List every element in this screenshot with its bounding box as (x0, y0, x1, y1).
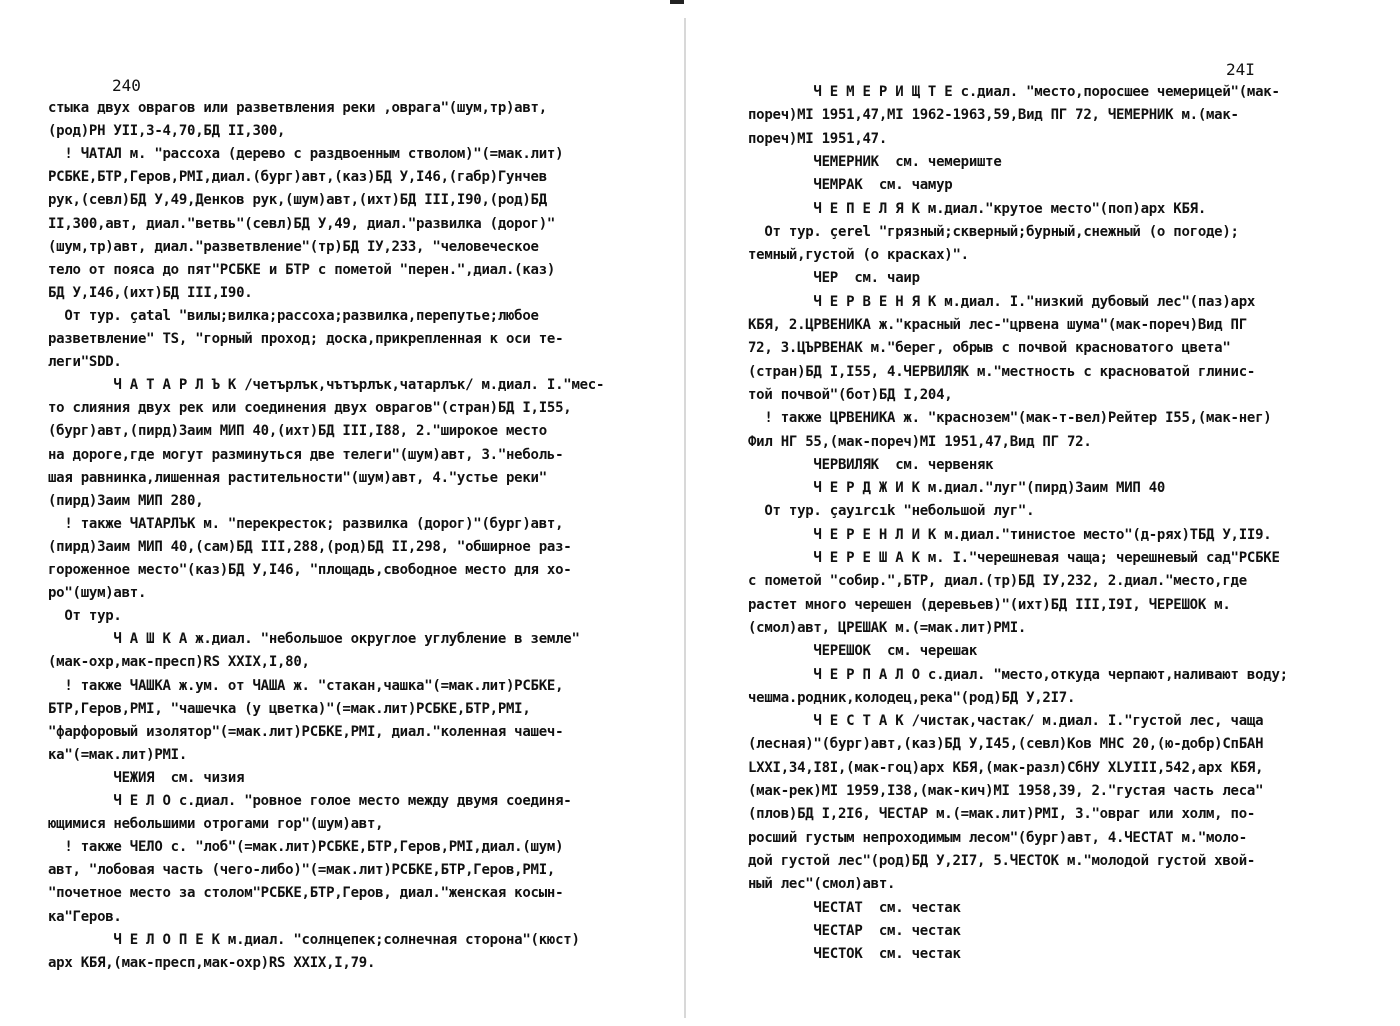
text-line: От тур. çerel "грязный;скверный;бурный,снежный (о погоде); (748, 223, 1239, 240)
text-line: Ч А Т А Р Л Ъ К /четърлък,чътърлък,чатарлък/ м.диал. I."мес- (48, 377, 605, 394)
text-line: Ч Е Л О П Е К м.диал. "солнцепек;солнечная сторона"(кюст) (48, 931, 580, 948)
text-line: (плов)БД I,2I6, ЧЕСТАР м.(=мак.лит)РМI, 3."овраг или холм, по- (748, 806, 1256, 823)
text-line: леги"SDD. (48, 354, 122, 371)
text-line: той почвой"(бот)БД I,204, (748, 386, 953, 403)
text-line: ЧЕЖИЯ см. чизия (48, 769, 245, 786)
text-line: (мак-охр,мак-пресп)RS XXIX,I,80, (48, 654, 310, 671)
text-line: ! ЧАТАЛ м. "рассоха (дерево с раздвоенным стволом)"(=мак.лит) (48, 146, 564, 163)
text-line: ро"(шум)авт. (48, 585, 147, 602)
text-line: Ч Е Р Д Ж И К м.диал."луг"(пирд)Заим МИП 40 (748, 480, 1166, 497)
text-line: Фил НГ 55,(мак-пореч)МI 1951,47,Вид ПГ 72. (748, 433, 1092, 450)
text-line: (пирд)Заим МИП 40,(сам)БД III,288,(род)БД II,298, "обширное раз- (48, 538, 572, 555)
text-line: Ч Е Р В Е Н Я К м.диал. I."низкий дубовый лес"(паз)арх (748, 293, 1256, 310)
text-line: пореч)МI 1951,47,МI 1962-1963,59,Вид ПГ 72, ЧЕМЕРНИК м.(мак- (748, 107, 1239, 124)
text-line: ЧЕСТАТ см. честак (748, 899, 961, 916)
text-line: БТР,Геров,РМI, "чашечка (у цветка)"(=мак.лит)РСБКЕ,БТР,РМI, (48, 700, 531, 717)
text-line: арх КБЯ,(мак-пресп,мак-охр)RS XXIX,I,79. (48, 954, 376, 971)
text-line: Ч Е П Е Л Я К м.диал."крутое место"(поп)арх КБЯ. (748, 200, 1207, 217)
text-line: ЧЕМРАК см. чамур (748, 177, 953, 194)
text-line: (шум,тр)авт, диал."разветвление"(тр)БД IУ,233, "человеческое (48, 238, 539, 255)
text-line: Ч А Ш К А ж.диал. "небольшое округлое углубление в земле" (48, 631, 580, 648)
text-line: Ч Е М Е Р И Щ Т Е с.диал. "место,поросшее чемерицей"(мак- (748, 84, 1280, 100)
text-line: Ч Е Р Е Н Л И К м.диал."тинистое место"(д-рях)ТБД У,II9. (748, 526, 1272, 543)
text-line: "почетное место за столом"РСБКЕ,БТР,Геров, диал."женская косын- (48, 885, 564, 902)
text-line: Ч Е Л О с.диал. "ровное голое место между двумя соединя- (48, 793, 572, 809)
text-line: ка"Геров. (48, 908, 122, 925)
text-line: ! также ЧАТАРЛЪК м. "перекресток; развилка (дорог)"(бург)авт, (48, 515, 564, 532)
text-line: От тур. çatal "вилы;вилка;рассоха;развилка,перепутье;любое (48, 307, 539, 324)
text-line: 72, 3.ЦЪРВЕНАК м."берег, обрыв с почвой красноватого цвета" (748, 340, 1231, 357)
text-line: ка"(=мак.лит)РМI. (48, 746, 188, 763)
text-line: ЧЕРЕШОК см. черешак (748, 643, 978, 660)
text-line: на дороге,где могут разминуться две телеги"(шум)авт, 3."неболь- (48, 446, 564, 463)
text-line: (смол)авт, ЦРЕШАК м.(=мак.лит)РМI. (748, 619, 1027, 636)
text-line: От тур. çayırcık "небольшой луг". (748, 503, 1035, 520)
text-line: (стран)БД I,I55, 4.ЧЕРВИЛЯК м."местность с красноватой глинис- (748, 363, 1256, 380)
text-line: (мак-рек)МI 1959,I38,(мак-кич)МI 1958,39, 2."густая часть леса" (748, 783, 1264, 799)
text-line: росший густым непроходимым лесом"(бург)авт, 4.ЧЕСТАТ м."моло- (748, 829, 1247, 846)
page-number: 24I (1226, 60, 1255, 79)
text-line: LXXI,34,I8I,(мак-гоц)арх КБЯ,(мак-разл)СбНУ XLУIII,542,арх КБЯ, (748, 759, 1264, 776)
text-line: ЧЕСТАР см. честак (748, 922, 961, 939)
text-line: "фарфоровый изолятор"(=мак.лит)РСБКЕ,РМI, диал."коленная чашеч- (48, 723, 564, 740)
text-line: стыка двух оврагов или разветвления реки ,оврага"(шум,тр)авт, (48, 100, 547, 116)
text-line: ЧЕР см. чаир (748, 270, 920, 287)
text-line: с пометой "собир.",БТР, диал.(тр)БД IУ,232, 2.диал."место,где (748, 573, 1247, 590)
text-line: ющимися небольшими отрогами гор"(шум)авт, (48, 816, 384, 833)
text-line: то слияния двух рек или соединения двух оврагов"(стран)БД I,I55, (48, 400, 572, 417)
text-line: ! также ЦРВЕНИКА ж. "краснозем"(мак-т-вел)Рейтер I55,(мак-нег) (748, 410, 1272, 427)
text-line: ! также ЧАШКА ж.ум. от ЧАША ж. "стакан,чашка"(=мак.лит)РСБКЕ, (48, 677, 564, 694)
text-line: РСБКЕ,БТР,Геров,РМI,диал.(бург)авт,(каз)БД У,I46,(габр)Гунчев (48, 169, 547, 186)
text-line: разветвление" TS, "горный проход; доска,прикрепленная к оси те- (48, 331, 564, 347)
text-line: ЧЕСТОК см. честак (748, 946, 961, 963)
text-line: ный лес"(смол)авт. (748, 876, 896, 893)
text-line: тело от пояса до пят"РСБКЕ и БТР с пометой "перен.",диал.(каз) (48, 261, 556, 278)
text-line: ! также ЧЕЛО с. "лоб"(=мак.лит)РСБКЕ,БТР,Геров,РМI,диал.(шум) (48, 839, 564, 856)
text-line: Ч Е Р Е Ш А К м. I."черешневая чаща; черешневый сад"РСБКЕ (748, 550, 1280, 566)
page-number: 240 (112, 76, 141, 95)
text-line: II,300,авт, диал."ветвь"(севл)БД У,49, диал."развилка (дорог)" (48, 215, 556, 232)
text-line: БД У,I46,(ихт)БД III,I90. (48, 284, 253, 301)
right-page (688, 0, 1400, 1026)
text-line: ЧЕРВИЛЯК см. червеняк (748, 456, 994, 473)
text-line: чешма.родник,колодец,река"(род)БД У,2I7. (748, 689, 1076, 706)
text-line: гороженное место"(каз)БД У,I46, "площадь,свободное место для хо- (48, 562, 572, 578)
text-line: растет много черешен (деревьев)"(ихт)БД III,I9I, ЧЕРЕШОК м. (748, 596, 1231, 613)
text-line: дой густой лес"(род)БД У,2I7, 5.ЧЕСТОК м."молодой густой хвой- (748, 852, 1256, 869)
text-line: пореч)МI 1951,47. (748, 130, 888, 147)
text-line: шая равнинка,лишенная растительности"(шум)авт, 4."устье реки" (48, 469, 547, 486)
text-line: Ч Е Р П А Л О с.диал. "место,откуда черпают,наливают воду; (748, 666, 1288, 683)
text-line: ЧЕМЕРНИК см. чемериште (748, 153, 1002, 170)
text-line: (род)РН УII,3-4,70,БД II,300, (48, 123, 286, 140)
text-line: (бург)авт,(пирд)Заим МИП 40,(ихт)БД III,I88, 2."широкое место (48, 423, 547, 440)
text-line: От тур. (48, 608, 122, 625)
text-line: темный,густой (о красках)". (748, 247, 969, 264)
book-gutter (684, 18, 686, 1018)
left-page (0, 0, 684, 1026)
text-line: авт, "лобовая часть (чего-либо)"(=мак.лит)РСБКЕ,БТР,Геров,РМI, (48, 862, 556, 879)
text-line: рук,(севл)БД У,49,Денков рук,(шум)авт,(ихт)БД III,I90,(род)БД (48, 192, 547, 209)
text-line: (пирд)Заим МИП 280, (48, 492, 204, 509)
text-line: Ч Е С Т А К /чистак,частак/ м.диал. I."густой лес, чаща (748, 713, 1264, 730)
text-line: КБЯ, 2.ЦРВЕНИКА ж."красный лес-"црвена шума"(мак-пореч)Вид ПГ (748, 317, 1247, 333)
text-line: (лесная)"(бург)авт,(каз)БД У,I45,(севл)Ков МНС 20,(ю-добр)СпБАН (748, 736, 1264, 753)
